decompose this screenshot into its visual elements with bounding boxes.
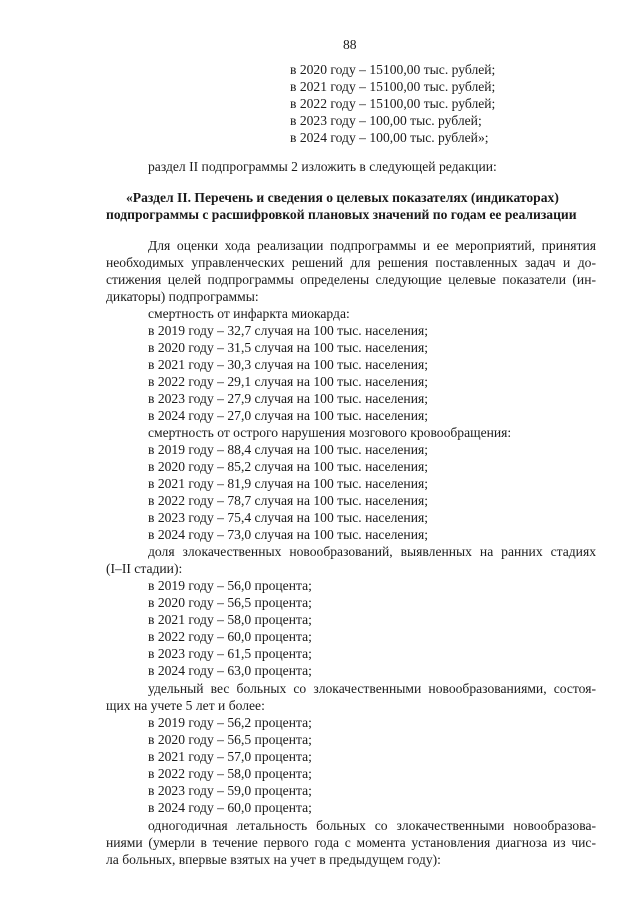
indicator-value: в 2021 году – 58,0 процента; [148, 612, 312, 627]
indicator-value: в 2019 году – 56,0 процента; [148, 578, 312, 593]
list-item: в 2021 году – 15100,00 тыс. рублей; [290, 79, 496, 94]
indicator-value: в 2024 году – 63,0 процента; [148, 663, 312, 678]
indicator-title: ниями (умерли в течение первого года с момента установления диагноза из чис- [106, 835, 596, 850]
indicator-value: в 2020 году – 31,5 случая на 100 тыс. населения; [148, 340, 429, 355]
indicator-value: в 2021 году – 57,0 процента; [148, 749, 312, 764]
section-heading-line: «Раздел II. Перечень и сведения о целевых показателях (индикаторах) [126, 190, 559, 205]
indicator-title: одногодичная летальность больных со злокачественными новообразова- [148, 818, 596, 833]
indicator-value: в 2020 году – 56,5 процента; [148, 732, 312, 747]
indicator-value: в 2024 году – 73,0 случая на 100 тыс. населения; [148, 527, 429, 542]
indicator-value: в 2019 году – 32,7 случая на 100 тыс. населения; [148, 323, 429, 338]
indicator-value: в 2023 году – 61,5 процента; [148, 646, 312, 661]
section-heading-line: подпрограммы с расшифровкой плановых значений по годам ее реализации [106, 207, 577, 222]
indicator-title: удельный вес больных со злокачественными новообразованиями, состоя- [148, 681, 596, 696]
indicator-value: в 2022 году – 60,0 процента; [148, 629, 312, 644]
paragraph-line: дикаторы) подпрограммы: [106, 289, 259, 304]
indicator-title: смертность от инфаркта миокарда: [148, 306, 350, 321]
indicator-value: в 2023 году – 27,9 случая на 100 тыс. населения; [148, 391, 429, 406]
indicator-value: в 2021 году – 30,3 случая на 100 тыс. населения; [148, 357, 429, 372]
indicator-value: в 2024 году – 27,0 случая на 100 тыс. населения; [148, 408, 429, 423]
indicator-value: в 2024 году – 60,0 процента; [148, 800, 312, 815]
indicator-title: смертность от острого нарушения мозгового кровообращения: [148, 425, 512, 440]
indicator-value: в 2021 году – 81,9 случая на 100 тыс. населения; [148, 476, 429, 491]
indicator-value: в 2020 году – 56,5 процента; [148, 595, 312, 610]
paragraph-line: необходимых управленческих решений для решения поставленных задач и до- [106, 255, 596, 270]
indicator-value: в 2019 году – 88,4 случая на 100 тыс. населения; [148, 442, 429, 457]
indicator-value: в 2022 году – 29,1 случая на 100 тыс. населения; [148, 374, 429, 389]
indicator-title: (I–II стадии): [106, 561, 183, 576]
list-item: в 2023 году – 100,00 тыс. рублей; [290, 113, 482, 128]
indicator-title: доля злокачественных новообразований, выявленных на ранних стадиях [148, 544, 596, 559]
indicator-value: в 2023 году – 75,4 случая на 100 тыс. населения; [148, 510, 429, 525]
indicator-value: в 2022 году – 58,0 процента; [148, 766, 312, 781]
list-item: в 2024 году – 100,00 тыс. рублей»; [290, 130, 489, 145]
indicator-title: ла больных, впервые взятых на учет в предыдущем году): [106, 852, 441, 867]
indicator-value: в 2022 году – 78,7 случая на 100 тыс. населения; [148, 493, 429, 508]
instruction-text: раздел II подпрограммы 2 изложить в следующей редакции: [148, 159, 497, 174]
indicator-value: в 2019 году – 56,2 процента; [148, 715, 312, 730]
indicator-value: в 2020 году – 85,2 случая на 100 тыс. населения; [148, 459, 429, 474]
indicator-title: щих на учете 5 лет и более: [106, 698, 265, 713]
paragraph-line: Для оценки хода реализации подпрограммы и ее мероприятий, принятия [148, 238, 596, 253]
indicator-value: в 2023 году – 59,0 процента; [148, 783, 312, 798]
page-number: 88 [343, 37, 357, 52]
list-item: в 2022 году – 15100,00 тыс. рублей; [290, 96, 496, 111]
paragraph-line: стижения целей подпрограммы определены следующие целевые показатели (ин- [106, 272, 596, 287]
list-item: в 2020 году – 15100,00 тыс. рублей; [290, 62, 496, 77]
